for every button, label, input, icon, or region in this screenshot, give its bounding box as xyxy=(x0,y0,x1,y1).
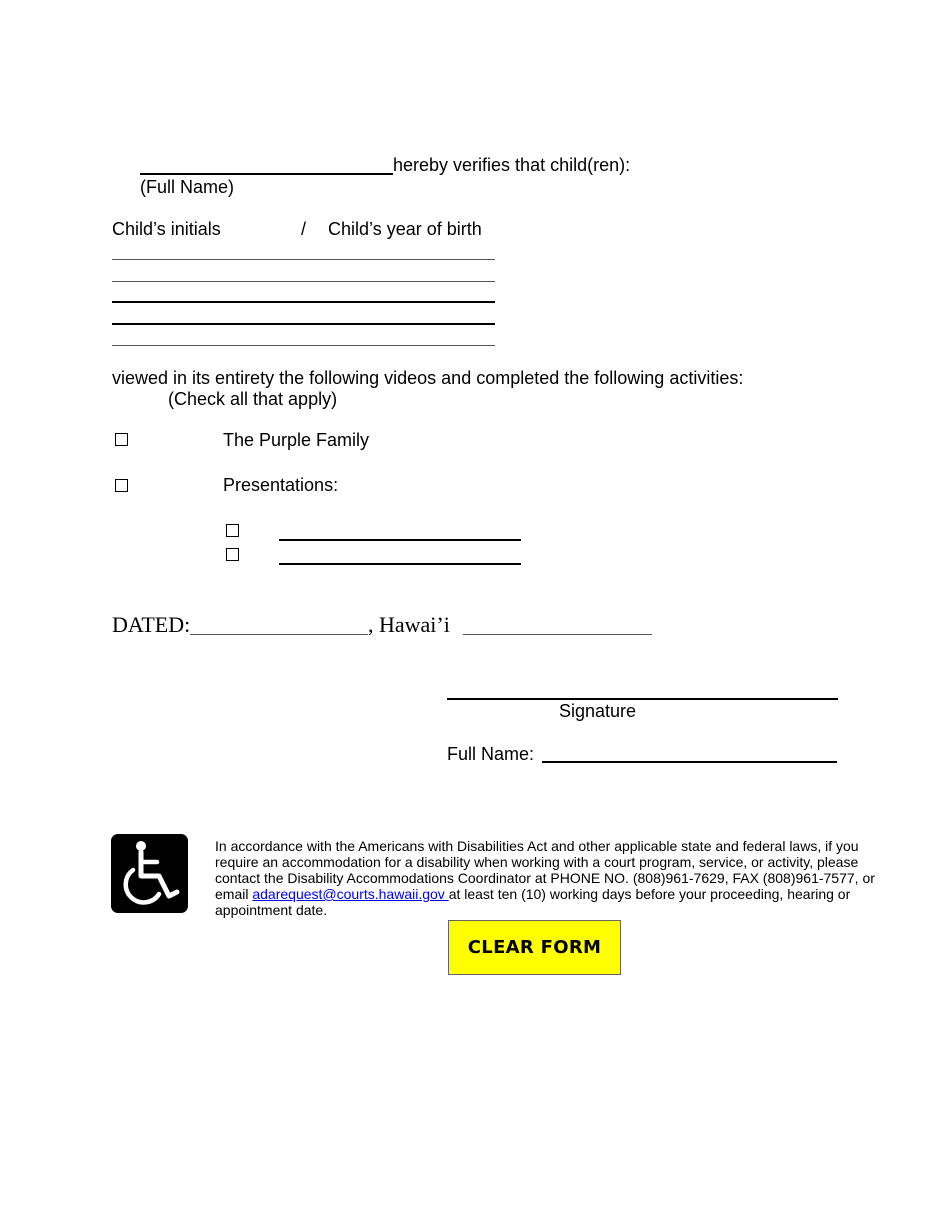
dated-label: DATED: xyxy=(112,612,191,637)
child-row[interactable] xyxy=(112,305,495,325)
verifier-name-field-wrap xyxy=(140,155,392,175)
presentation-1-checkbox[interactable] xyxy=(226,524,239,537)
signature-input[interactable] xyxy=(447,680,838,699)
child-row-line xyxy=(112,259,495,260)
clear-form-button[interactable]: CLEAR FORM xyxy=(448,920,621,975)
child-row-line xyxy=(112,323,495,325)
signature-field xyxy=(447,680,838,699)
verifies-text: hereby verifies that child(ren): xyxy=(393,155,631,175)
child-row-line xyxy=(112,345,495,346)
purple-family-label: The Purple Family xyxy=(223,430,370,450)
full-name-caption: (Full Name) xyxy=(140,177,235,197)
verifier-full-name-input[interactable] xyxy=(140,155,392,173)
hawaii-location: , Hawai’i xyxy=(368,612,450,637)
signature-underline xyxy=(447,698,838,700)
presentation-1-field xyxy=(279,521,521,539)
dated-extra-field xyxy=(463,614,652,634)
dated-field xyxy=(190,614,368,634)
child-row-line xyxy=(112,301,495,303)
presentation-2-checkbox[interactable] xyxy=(226,548,239,561)
child-row-line xyxy=(112,281,495,282)
check-all-instruction: (Check all that apply) xyxy=(168,389,338,409)
dated-extra-underline xyxy=(463,634,652,635)
child-row[interactable] xyxy=(112,326,495,346)
column-separator: / xyxy=(301,219,307,239)
child-row[interactable] xyxy=(112,283,495,303)
presentation-1-input[interactable] xyxy=(279,521,521,539)
signature-caption: Signature xyxy=(559,701,637,721)
child-row-input[interactable] xyxy=(112,283,495,302)
ada-notice xyxy=(215,838,875,918)
dated-input[interactable] xyxy=(190,614,368,634)
ada-email-link[interactable]: adarequest@courts.hawaii.gov xyxy=(252,886,449,902)
presentation-2-field xyxy=(279,545,521,563)
ada-notice-text-end: at least ten (10) working days before your proceeding, hearing or appointment date. xyxy=(215,886,851,918)
ada-notice-text: In accordance with the Americans with Disabilities Act and other applicable state and federal laws, if you require an accommodation for a disability when working with a court program, service, or activity, please contact the Disability Accommodations Coordinator at PHONE NO. (808)961-7629, FAX (808)961-7577, or email xyxy=(215,838,875,902)
dated-underline xyxy=(190,634,368,635)
child-initials-label: Child’s initials xyxy=(112,219,221,239)
presentation-2-input[interactable] xyxy=(279,545,521,563)
verifier-name-underline xyxy=(140,173,393,175)
child-year-of-birth-label: Child’s year of birth xyxy=(328,219,482,239)
presentations-checkbox[interactable] xyxy=(115,479,128,492)
activities-intro: viewed in its entirety the following videos and completed the following activities: xyxy=(112,368,744,388)
child-row-input[interactable] xyxy=(112,262,495,281)
child-row[interactable] xyxy=(112,262,495,282)
wheelchair-accessibility-icon xyxy=(111,834,188,913)
full-name-input[interactable] xyxy=(542,743,837,762)
full-name-label: Full Name: xyxy=(447,744,535,764)
purple-family-checkbox[interactable] xyxy=(115,433,128,446)
child-row-input[interactable] xyxy=(112,326,495,345)
dated-extra-input[interactable] xyxy=(463,614,652,634)
child-row-input[interactable] xyxy=(112,305,495,324)
presentation-1-underline xyxy=(279,539,521,541)
full-name-underline xyxy=(542,761,837,763)
presentations-label: Presentations: xyxy=(223,475,339,495)
presentation-2-underline xyxy=(279,563,521,565)
child-row-input[interactable] xyxy=(112,240,495,259)
full-name-field xyxy=(542,743,837,762)
child-row[interactable] xyxy=(112,240,495,260)
